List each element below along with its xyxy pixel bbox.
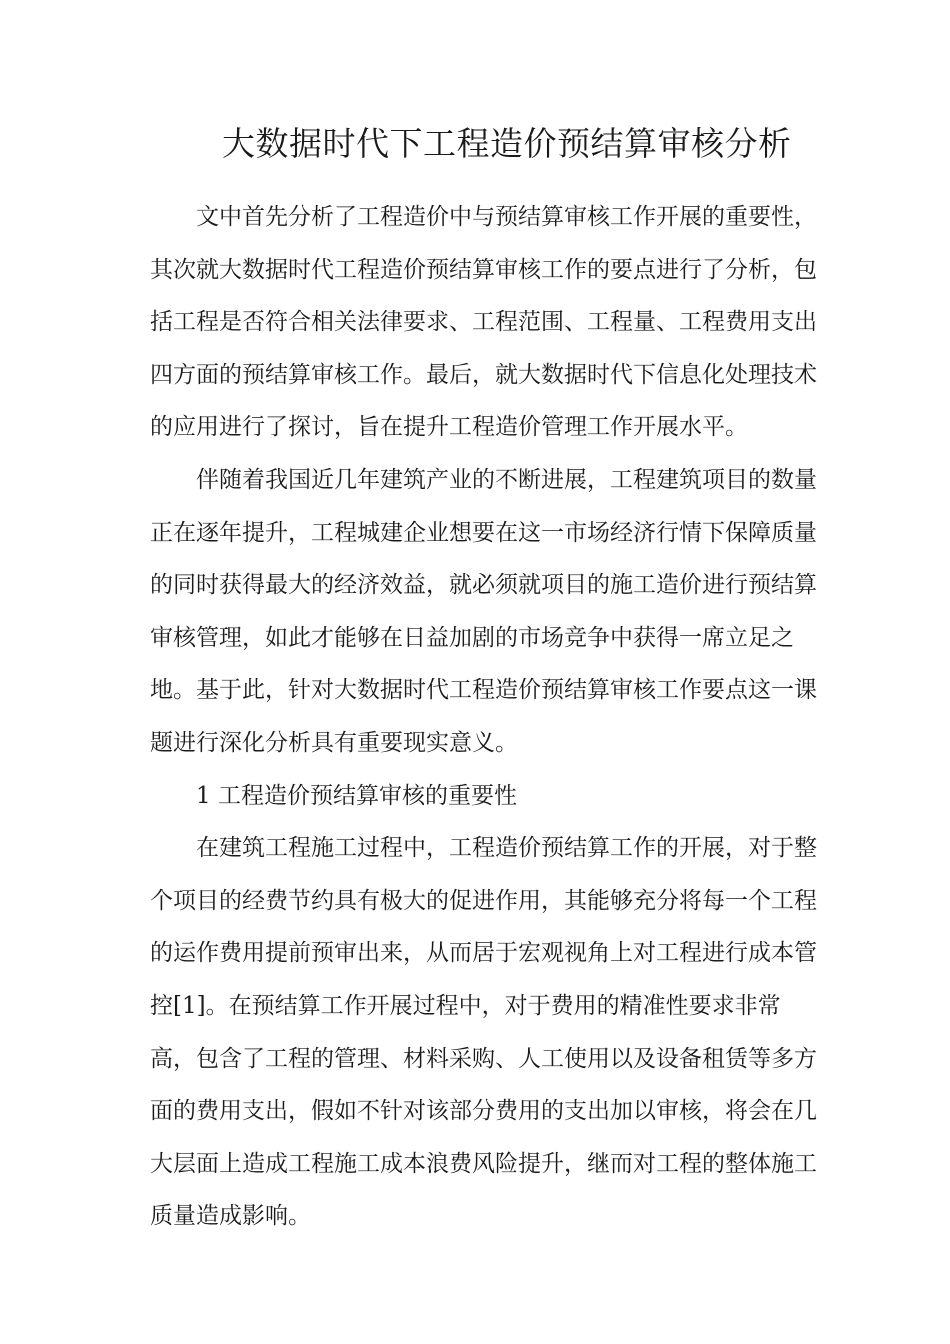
paragraph-introduction bbox=[150, 454, 817, 770]
paragraph-line: 地。基于此，针对大数据时代工程造价预结算审核工作要点这一课 bbox=[150, 677, 817, 704]
paragraph-line: 文中首先分析了工程造价中与预结算审核工作开展的重要性， bbox=[196, 204, 817, 230]
paragraph-line: 面的费用支出，假如不针对该部分费用的支出加以审核，将会在几 bbox=[150, 1098, 817, 1125]
paragraph-line: 个项目的经费节约具有极大的促进作用，其能够充分将每一个工程 bbox=[150, 887, 817, 914]
paragraph-section-1 bbox=[150, 822, 817, 1243]
paragraph-line: 控[1]。在预结算工作开展过程中，对于费用的精准性要求非常 bbox=[150, 992, 781, 1019]
paragraph-line: 高，包含了工程的管理、材料采购、人工使用以及设备租赁等多方 bbox=[150, 1045, 817, 1072]
paragraph-abstract bbox=[150, 191, 817, 454]
document-title: 大数据时代下工程造价预结算审核分析 bbox=[222, 124, 792, 163]
paragraph-line: 题进行深化分析具有重要现实意义。 bbox=[150, 729, 518, 756]
paragraph-line: 其次就大数据时代工程造价预结算审核工作的要点进行了分析，包 bbox=[150, 256, 817, 283]
paragraph-line: 的运作费用提前预审出来，从而居于宏观视角上对工程进行成本管 bbox=[150, 940, 817, 967]
paragraph-line: 的同时获得最大的经济效益，就必须就项目的施工造价进行预结算 bbox=[150, 572, 817, 599]
paragraph-line: 正在逐年提升，工程城建企业想要在这一市场经济行情下保障质量 bbox=[150, 519, 817, 546]
paragraph-line: 四方面的预结算审核工作。最后，就大数据时代下信息化处理技术 bbox=[150, 361, 817, 388]
paragraph-line: 在建筑工程施工过程中，工程造价预结算工作的开展，对于整 bbox=[196, 835, 817, 862]
document-body bbox=[150, 191, 817, 1243]
paragraph-line: 括工程是否符合相关法律要求、工程范围、工程量、工程费用支出 bbox=[150, 309, 817, 336]
paragraph-line: 大层面上造成工程施工成本浪费风险提升，继而对工程的整体施工 bbox=[150, 1150, 817, 1177]
section-heading: 1 工程造价预结算审核的重要性 bbox=[196, 782, 517, 809]
paragraph-line: 审核管理，如此才能够在日益加剧的市场竞争中获得一席立足之 bbox=[150, 624, 794, 651]
paragraph-line: 质量造成影响。 bbox=[150, 1203, 311, 1230]
paragraph-line: 伴随着我国近几年建筑产业的不断进展，工程建筑项目的数量 bbox=[196, 466, 817, 493]
paragraph-line: 的应用进行了探讨，旨在提升工程造价管理工作开展水平。 bbox=[150, 414, 748, 441]
